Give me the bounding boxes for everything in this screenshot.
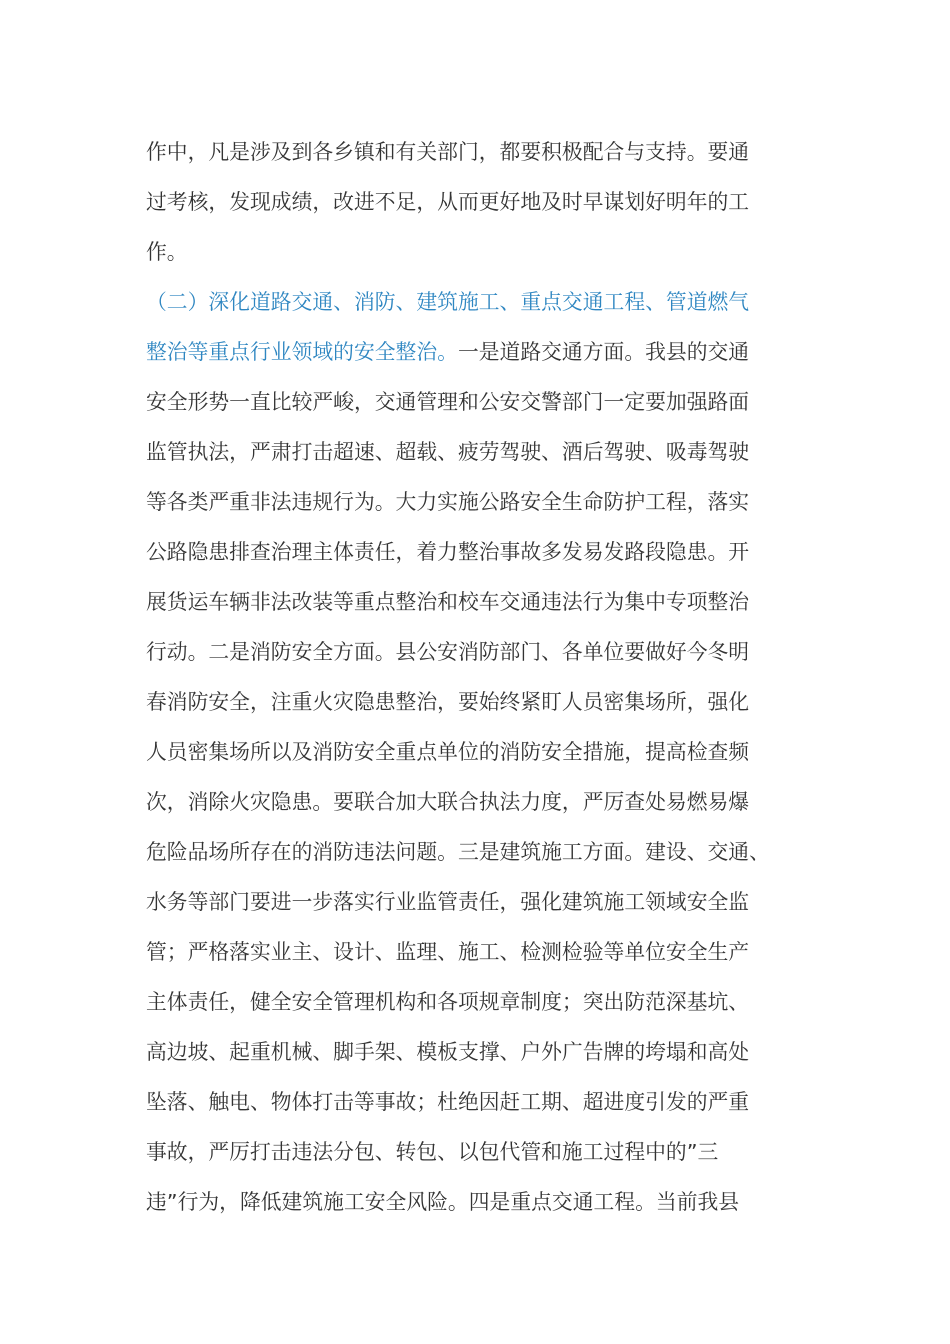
text-line-12: 春消防安全，注重火灾隐患整治，要始终紧盯人员密集场所，强化	[146, 690, 750, 714]
section-heading-line-2: 整治等重点行业领域的安全整治。	[146, 340, 458, 364]
text-line-15: 危险品场所存在的消防违法问题。三是建筑施工方面。建设、交通、	[146, 840, 770, 864]
text-line-9: 公路隐患排查治理主体责任，着力整治事故多发易发路段隐患。开	[146, 540, 750, 564]
text-line-21: 事故，严厉打击违法分包、转包、以包代管和施工过程中的”三	[146, 1140, 719, 1164]
text-line-13: 人员密集场所以及消防安全重点单位的消防安全措施，提高检查频	[146, 740, 750, 764]
text-line-14: 次，消除火灾隐患。要联合加大联合执法力度，严厉查处易燃易爆	[146, 790, 750, 814]
text-line-22: 违”行为，降低建筑施工安全风险。四是重点交通工程。当前我县	[146, 1190, 740, 1214]
text-line-7: 监管执法，严肃打击超速、超载、疲劳驾驶、酒后驾驶、吸毒驾驶	[146, 440, 750, 464]
text-line-5-rest: 一是道路交通方面。我县的交通	[457, 340, 750, 364]
text-line-6: 安全形势一直比较严峻，交通管理和公安交警部门一定要加强路面	[146, 390, 750, 414]
text-line-11: 行动。二是消防安全方面。县公安消防部门、各单位要做好今冬明	[146, 640, 750, 664]
text-line-2: 过考核，发现成绩，改进不足，从而更好地及时早谋划好明年的工	[146, 190, 750, 214]
document-body	[146, 134, 826, 1234]
text-line-5	[146, 334, 826, 384]
text-line-20: 坠落、触电、物体打击等事故；杜绝因赶工期、超进度引发的严重	[146, 1090, 750, 1114]
text-line-8: 等各类严重非法违规行为。大力实施公路安全生命防护工程，落实	[146, 490, 750, 514]
text-line-17: 管；严格落实业主、设计、监理、施工、检测检验等单位安全生产	[146, 940, 750, 964]
text-line-19: 高边坡、起重机械、脚手架、模板支撑、户外广告牌的垮塌和高处	[146, 1040, 750, 1064]
text-line-10: 展货运车辆非法改装等重点整治和校车交通违法行为集中专项整治	[146, 590, 750, 614]
text-line-1: 作中，凡是涉及到各乡镇和有关部门，都要积极配合与支持。要通	[146, 140, 750, 164]
text-line-16: 水务等部门要进一步落实行业监管责任，强化建筑施工领域安全监	[146, 890, 750, 914]
text-line-3: 作。	[146, 240, 188, 264]
text-line-18: 主体责任，健全安全管理机构和各项规章制度；突出防范深基坑、	[146, 990, 750, 1014]
section-heading-line-1: （二）深化道路交通、消防、建筑施工、重点交通工程、管道燃气	[146, 290, 750, 314]
